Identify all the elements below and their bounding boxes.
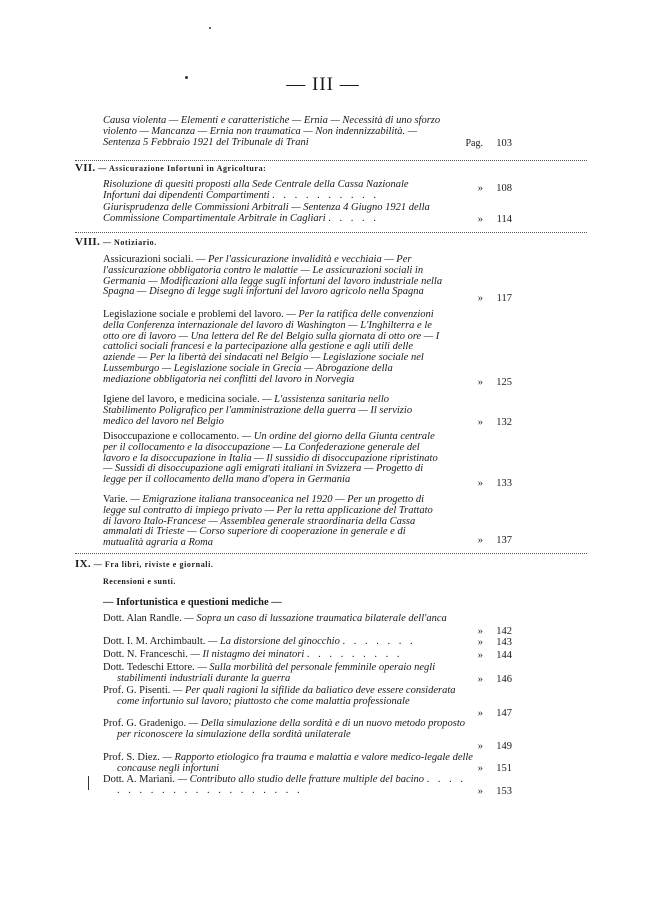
entry-page-number: 133 [496,478,512,489]
entry-lead: Dott. I. M. Archimbault. [103,636,206,647]
entry-text: — Per l'assicurazione invalidità e vecchiaia — Per l'assicurazione obbligatoria contro le malattie — Le assicurazioni sociali in Germania — Modificazioni alla legge sugli infortuni del lavoro industriale nella Spagna — Disegno di legge sugli infortuni del lavoro agricolo nella Spagna [103,254,443,298]
entry-page-number: 149 [496,741,512,752]
vii-entry-1 [103,180,443,202]
leader-dots: . . . . . . . . . [306,649,403,660]
leader-dots: . . . . . . . [342,636,416,647]
entry-page-number: 103 [496,138,512,149]
entry-lead: Dott. Alan Randle. [103,613,182,624]
section-rule [75,232,587,233]
subsection-infortunistica: — Infortunistica e questioni mediche — [103,597,282,608]
entry-lead: Legislazione sociale e problemi del lavoro. [103,309,284,320]
ditto-mark: » [477,674,483,685]
entry-page-number: 143 [496,637,512,648]
entry-page-number: 151 [496,763,512,774]
entry-page-number: 125 [496,377,512,388]
entry-text: — La distorsione del ginocchio [205,636,340,647]
ix-entry-2 [103,637,473,648]
ix-entry-6 [103,719,473,741]
ditto-mark: » [477,293,483,304]
entry-page-number: 144 [496,650,512,661]
entry-text: — Emigrazione italiana transoceanica nel 1920 — Per un progetto di legge sul contratto di impiego privato — Per la retta applicazione del Trattato di lavoro Italo-Francese — Assemblea generale straordinaria della Cassa ammalati di Trieste — Corso superiore di cooperazione in generale e di mutualità agraria a Roma [103,494,433,549]
section-vii-heading [75,162,587,174]
entry-text: — Il nistagmo dei minatori [187,649,305,660]
entry-text: — Della simulazione della sordità e di un nuovo metodo proposto per riconoscere la simulazione della sordità unilaterale [117,718,466,740]
entry-causa-violenta [103,116,443,148]
ditto-mark: » [477,417,483,428]
entry-text: Risoluzione di quesiti proposti alla Sede Centrale della Cassa Nazionale Infortuni dai dipendenti Compartimenti [103,179,409,201]
entry-lead: Igiene del lavoro, e medicina sociale. [103,394,260,405]
section-number: VII. [75,162,96,174]
vii-entry-2 [103,203,443,225]
section-title: — Fra libri, riviste e giornali. [93,560,214,569]
entry-lead: Dott. N. Franceschi. [103,649,188,660]
entry-text: — L'assistenza sanitaria nello Stabilimento Poligrafico per l'amministrazione della guerra — Il servizio medico del lavoro nel Belgio [103,394,413,427]
section-number: IX. [75,558,91,570]
ditto-mark: » [477,741,483,752]
scan-speck [209,27,211,29]
viii-entry-4 [103,432,443,486]
subsection-recensioni: Recensioni e sunti. [103,577,176,586]
leader-dots: . . . . . . . . . . [272,189,380,201]
ix-entry-5 [103,686,473,708]
entry-lead: Dott. A. Mariani. [103,774,176,785]
entry-text: Giurisprudenza delle Commissioni Arbitrali — Sentenza 4 Giugno 1921 della Commissione Compartimentale Arbitrale in Cagliari [103,202,430,224]
ditto-mark: » [477,377,483,388]
entry-page-number: 108 [496,183,512,194]
entry-page-number: 132 [496,417,512,428]
leader-dots: . . . . . . . . . . . . . . . . . . . . . [117,774,467,796]
section-title: — Notiziario. [102,238,157,247]
entry-page-number: 117 [496,293,512,304]
ditto-mark: » [477,650,483,661]
section-rule [75,160,587,161]
ditto-mark: » [477,183,483,194]
scan-speck [88,776,89,790]
entry-lead: Dott. Tedeschi Ettore. [103,662,195,673]
entry-page-number: 147 [496,708,512,719]
entry-text: Causa violenta — Elementi e caratteristiche — Ernia — Necessità di uno sforzo violento — Mancanza — Ernia non traumatica — Non indennizzabilità. — Sentenza 5 Febbraio 1921 del Tribunale di Trani [103,115,441,148]
entry-lead: Prof. G. Pisenti. [103,685,171,696]
viii-entry-5 [103,495,443,549]
entry-page-number: 137 [496,535,512,546]
ditto-mark: » [477,637,483,648]
ditto-mark: » [477,626,483,637]
entry-text: — Per la ratifica delle convenzioni della Conferenza internazionale del lavoro di Washington — L'Inghilterra e le otto ore di lavoro — Una lettera del Re del Belgio sulla giornata di otto ore — I cattolici sociali francesi e la partecipazione alla gestione e agli utili delle aziende — Per la libertà dei sindacati nel Belgio — Legislazione sociale nel Lussemburgo — Legislazione sociale in Grecia — Abrogazione della mediazione obbligatoria nei conflitti del lavoro in Norvegia [103,309,440,385]
ditto-mark: » [477,478,483,489]
section-number: VIII. [75,236,101,248]
ditto-mark: » [477,535,483,546]
ditto-mark: » [477,763,483,774]
ix-entry-7 [103,753,473,775]
ix-entry-1 [103,614,473,625]
ditto-mark: » [477,786,483,797]
entry-lead: Disoccupazione e collocamento. [103,431,240,442]
entry-lead: Varie. [103,494,128,505]
page-roman-numeral: — III — [286,74,360,95]
entry-page-number: 146 [496,674,512,685]
entry-text: — Rapporto etiologico fra trauma e malattia e valore medico-legale delle concause negli infortuni [117,752,473,774]
ix-entry-3 [103,650,473,661]
ditto-mark: » [477,708,483,719]
entry-page-number: 153 [496,786,512,797]
entry-text: — Per quali ragioni la sifilide da baliatico deve essere considerata come infortunio sul lavoro; piuttosto che come malattia professionale [117,685,456,707]
entry-lead: Prof. S. Diez. [103,752,160,763]
section-ix-heading [75,558,587,570]
entry-page-number: 142 [496,626,512,637]
viii-entry-2 [103,310,443,386]
ix-entry-4 [103,663,473,685]
section-rule [75,553,587,554]
entry-text: — Un ordine del giorno della Giunta centrale per il collocamento e la disoccupazione — La Confederazione generale del lavoro e la disoccupazione in Italia — Il sussidio di disoccupazione ripristinato — Sussidi di disoccupazione agli emigrati italiani in Svizzera — Progetto di legge per il collocamento della mano d'opera in Germania [103,431,438,486]
entry-lead: Prof. G. Gradenigo. [103,718,187,729]
entry-pag-label: Pag. [465,138,483,149]
scan-speck [185,76,188,79]
entry-text: — Contributo allo studio delle fratture multiple del bacino [175,774,425,785]
entry-page-number: 114 [496,214,512,225]
leader-dots: . . . . . [328,212,379,224]
entry-lead: Assicurazioni sociali. [103,254,194,265]
section-viii-heading [75,236,587,248]
entry-text: — Sopra un caso di lussazione traumatica bilaterale dell'anca [181,613,447,624]
ix-entry-8 [103,775,473,797]
viii-entry-1 [103,255,443,298]
entry-text: — Sulla morbilità del personale femminile operaio negli stabilimenti industriali durante la guerra [117,662,436,684]
ditto-mark: » [477,214,483,225]
viii-entry-3 [103,395,443,427]
section-title: — Assicurazione Infortuni in Agricoltura: [98,164,267,173]
